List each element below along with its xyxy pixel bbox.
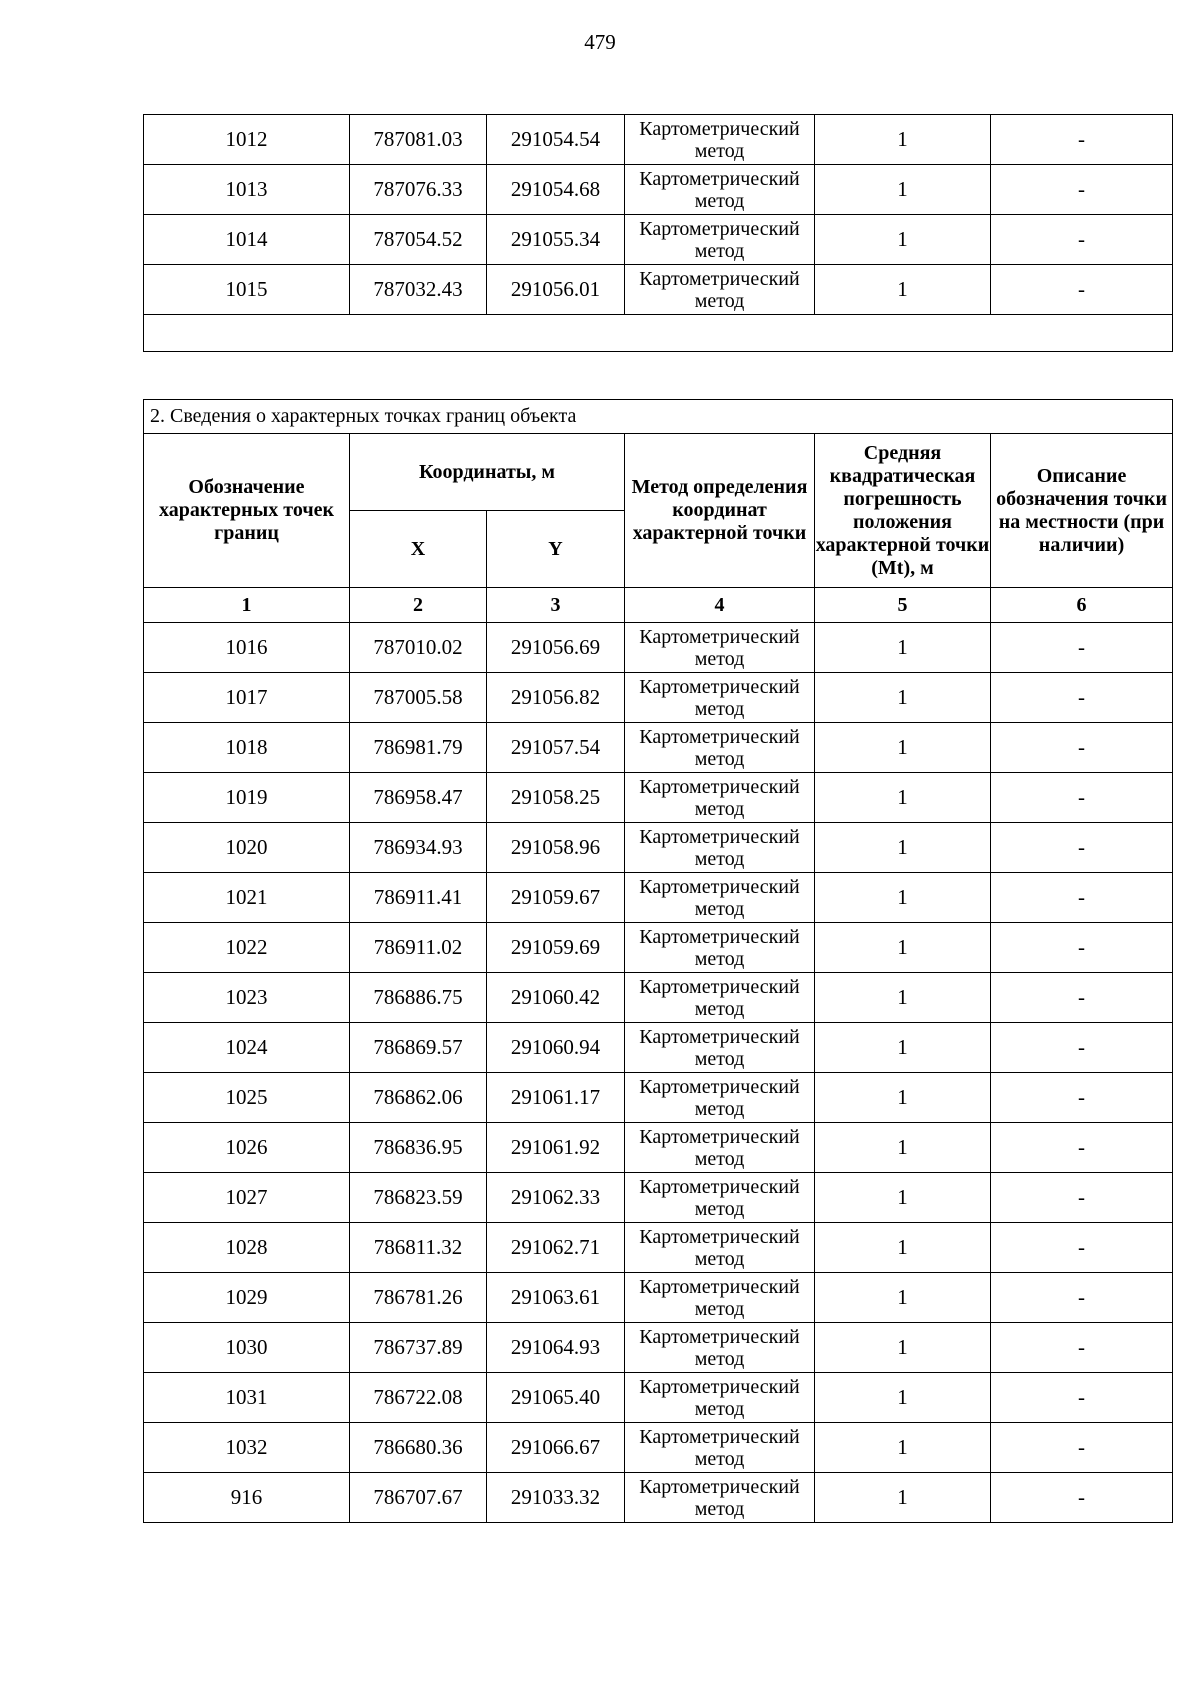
y-coordinate-cell: 291055.34: [487, 215, 625, 265]
column-number: 6: [991, 588, 1173, 623]
error-cell: 1: [815, 673, 991, 723]
point-id-cell: 1021: [144, 873, 350, 923]
description-cell: -: [991, 773, 1173, 823]
y-coordinate-cell: 291065.40: [487, 1373, 625, 1423]
table-row: [144, 873, 1173, 923]
method-cell: [625, 1123, 815, 1173]
method-line-1: Картометрический: [639, 625, 800, 648]
method-line-1: Картометрический: [639, 1225, 800, 1248]
method-line-1: Картометрический: [639, 117, 800, 140]
method-line-1: Картометрический: [639, 1425, 800, 1448]
method-line-2: метод: [694, 1247, 745, 1270]
method-line-2: метод: [694, 747, 745, 770]
method-cell: [625, 673, 815, 723]
header-designation: Обозначение характерных точек границ: [144, 434, 350, 588]
point-id-cell: 1019: [144, 773, 350, 823]
description-cell: -: [991, 623, 1173, 673]
method-line-2: метод: [694, 189, 745, 212]
method-line-1: Картометрический: [639, 267, 800, 290]
y-coordinate-cell: 291033.32: [487, 1473, 625, 1523]
table-row: [144, 1223, 1173, 1273]
error-cell: 1: [815, 1173, 991, 1223]
method-line-1: Картометрический: [639, 975, 800, 998]
method-line-2: метод: [694, 647, 745, 670]
method-cell: [625, 1223, 815, 1273]
table-row: [144, 1023, 1173, 1073]
method-cell: [625, 823, 815, 873]
table-row: [144, 1323, 1173, 1373]
method-line-1: Картометрический: [639, 1025, 800, 1048]
description-cell: -: [991, 823, 1173, 873]
x-coordinate-cell: 787054.52: [350, 215, 487, 265]
page-number: 479: [584, 30, 616, 54]
method-line-2: метод: [694, 897, 745, 920]
method-cell: [625, 973, 815, 1023]
error-cell: 1: [815, 1223, 991, 1273]
column-number-row: [144, 588, 1173, 623]
table-row: [144, 265, 1173, 315]
header-method: Метод определения координат характерной точки: [625, 434, 815, 588]
y-coordinate-cell: 291064.93: [487, 1323, 625, 1373]
point-id-cell: 1025: [144, 1073, 350, 1123]
x-coordinate-cell: 786811.32: [350, 1223, 487, 1273]
column-number: 5: [815, 588, 991, 623]
method-line-2: метод: [694, 239, 745, 262]
method-cell: [625, 115, 815, 165]
method-line-1: Картометрический: [639, 1275, 800, 1298]
point-id-cell: 1024: [144, 1023, 350, 1073]
method-line-1: Картометрический: [639, 167, 800, 190]
error-cell: 1: [815, 1023, 991, 1073]
header-description: Описание обозначения точки на местности (при наличии): [991, 434, 1173, 588]
error-cell: 1: [815, 823, 991, 873]
method-line-2: метод: [694, 1347, 745, 1370]
description-cell: -: [991, 1123, 1173, 1173]
table-row: [144, 673, 1173, 723]
point-id-cell: 1030: [144, 1323, 350, 1373]
method-line-2: метод: [694, 1147, 745, 1170]
table-row: [144, 1073, 1173, 1123]
method-line-2: метод: [694, 1197, 745, 1220]
x-coordinate-cell: 786958.47: [350, 773, 487, 823]
description-cell: -: [991, 1173, 1173, 1223]
table-row: [144, 1373, 1173, 1423]
error-cell: 1: [815, 165, 991, 215]
error-cell: 1: [815, 1273, 991, 1323]
point-id-cell: 916: [144, 1473, 350, 1523]
x-coordinate-cell: 787076.33: [350, 165, 487, 215]
empty-row: [144, 315, 1173, 352]
column-number: 2: [350, 588, 487, 623]
error-cell: 1: [815, 215, 991, 265]
y-coordinate-cell: 291058.96: [487, 823, 625, 873]
header-y: Y: [487, 511, 625, 588]
method-line-1: Картометрический: [639, 1475, 800, 1498]
header-error: Средняя квадратическая погрешность положения характерной точки (Mt), м: [815, 434, 991, 588]
table-row: [144, 1423, 1173, 1473]
x-coordinate-cell: 787032.43: [350, 265, 487, 315]
method-cell: [625, 923, 815, 973]
y-coordinate-cell: 291056.69: [487, 623, 625, 673]
method-line-1: Картометрический: [639, 675, 800, 698]
point-id-cell: 1017: [144, 673, 350, 723]
error-cell: 1: [815, 723, 991, 773]
method-line-1: Картометрический: [639, 875, 800, 898]
description-cell: -: [991, 115, 1173, 165]
method-cell: [625, 723, 815, 773]
description-cell: -: [991, 1423, 1173, 1473]
table-row: [144, 723, 1173, 773]
error-cell: 1: [815, 1073, 991, 1123]
point-id-cell: 1027: [144, 1173, 350, 1223]
description-cell: -: [991, 265, 1173, 315]
description-cell: -: [991, 923, 1173, 973]
method-cell: [625, 1273, 815, 1323]
method-cell: [625, 1423, 815, 1473]
y-coordinate-cell: 291054.54: [487, 115, 625, 165]
points-table-continued-body: [144, 115, 1173, 315]
table-row: [144, 623, 1173, 673]
x-coordinate-cell: 786680.36: [350, 1423, 487, 1473]
error-cell: 1: [815, 973, 991, 1023]
method-line-2: метод: [694, 1497, 745, 1520]
x-coordinate-cell: 786911.02: [350, 923, 487, 973]
method-line-1: Картометрический: [639, 217, 800, 240]
method-cell: [625, 265, 815, 315]
description-cell: -: [991, 1373, 1173, 1423]
error-cell: 1: [815, 1323, 991, 1373]
method-line-1: Картометрический: [639, 925, 800, 948]
point-id-cell: 1013: [144, 165, 350, 215]
table-row: [144, 1123, 1173, 1173]
table-row: [144, 1473, 1173, 1523]
column-number: 1: [144, 588, 350, 623]
method-line-1: Картометрический: [639, 1125, 800, 1148]
table-row: [144, 1273, 1173, 1323]
x-coordinate-cell: 786836.95: [350, 1123, 487, 1173]
table-row: [144, 973, 1173, 1023]
point-id-cell: 1022: [144, 923, 350, 973]
point-id-cell: 1026: [144, 1123, 350, 1173]
method-line-2: метод: [694, 1047, 745, 1070]
description-cell: -: [991, 165, 1173, 215]
y-coordinate-cell: 291066.67: [487, 1423, 625, 1473]
description-cell: -: [991, 1223, 1173, 1273]
boundary-points-table: [143, 399, 1173, 1523]
method-line-1: Картометрический: [639, 825, 800, 848]
error-cell: 1: [815, 1473, 991, 1523]
column-number: 4: [625, 588, 815, 623]
error-cell: 1: [815, 873, 991, 923]
y-coordinate-cell: 291063.61: [487, 1273, 625, 1323]
method-cell: [625, 1073, 815, 1123]
x-coordinate-cell: 786934.93: [350, 823, 487, 873]
x-coordinate-cell: 786722.08: [350, 1373, 487, 1423]
method-cell: [625, 215, 815, 265]
description-cell: -: [991, 1473, 1173, 1523]
description-cell: -: [991, 1273, 1173, 1323]
point-id-cell: 1032: [144, 1423, 350, 1473]
table-row: [144, 115, 1173, 165]
x-coordinate-cell: 786981.79: [350, 723, 487, 773]
y-coordinate-cell: 291062.71: [487, 1223, 625, 1273]
x-coordinate-cell: 786707.67: [350, 1473, 487, 1523]
error-cell: 1: [815, 1373, 991, 1423]
point-id-cell: 1031: [144, 1373, 350, 1423]
x-coordinate-cell: 787081.03: [350, 115, 487, 165]
point-id-cell: 1014: [144, 215, 350, 265]
method-line-2: метод: [694, 997, 745, 1020]
method-cell: [625, 1023, 815, 1073]
y-coordinate-cell: 291062.33: [487, 1173, 625, 1223]
error-cell: 1: [815, 623, 991, 673]
y-coordinate-cell: 291059.69: [487, 923, 625, 973]
method-cell: [625, 773, 815, 823]
method-cell: [625, 623, 815, 673]
point-id-cell: 1016: [144, 623, 350, 673]
point-id-cell: 1012: [144, 115, 350, 165]
description-cell: -: [991, 973, 1173, 1023]
point-id-cell: 1018: [144, 723, 350, 773]
point-id-cell: 1020: [144, 823, 350, 873]
x-coordinate-cell: 786886.75: [350, 973, 487, 1023]
y-coordinate-cell: 291057.54: [487, 723, 625, 773]
y-coordinate-cell: 291061.92: [487, 1123, 625, 1173]
method-cell: [625, 1173, 815, 1223]
y-coordinate-cell: 291056.01: [487, 265, 625, 315]
method-cell: [625, 1373, 815, 1423]
table-row: [144, 823, 1173, 873]
y-coordinate-cell: 291056.82: [487, 673, 625, 723]
y-coordinate-cell: 291058.25: [487, 773, 625, 823]
method-line-1: Картометрический: [639, 775, 800, 798]
description-cell: -: [991, 1023, 1173, 1073]
method-line-1: Картометрический: [639, 1175, 800, 1198]
error-cell: 1: [815, 1423, 991, 1473]
method-line-2: метод: [694, 947, 745, 970]
table-row: [144, 1173, 1173, 1223]
table-row: [144, 923, 1173, 973]
header-x: X: [350, 511, 487, 588]
y-coordinate-cell: 291060.94: [487, 1023, 625, 1073]
error-cell: 1: [815, 773, 991, 823]
x-coordinate-cell: 787010.02: [350, 623, 487, 673]
y-coordinate-cell: 291060.42: [487, 973, 625, 1023]
boundary-points-table-body: [144, 623, 1173, 1523]
description-cell: -: [991, 723, 1173, 773]
x-coordinate-cell: 786781.26: [350, 1273, 487, 1323]
error-cell: 1: [815, 265, 991, 315]
method-line-1: Картометрический: [639, 1325, 800, 1348]
method-line-2: метод: [694, 1447, 745, 1470]
method-line-2: метод: [694, 1297, 745, 1320]
method-line-2: метод: [694, 139, 745, 162]
column-number: 3: [487, 588, 625, 623]
table-row: [144, 165, 1173, 215]
x-coordinate-cell: 786862.06: [350, 1073, 487, 1123]
point-id-cell: 1015: [144, 265, 350, 315]
y-coordinate-cell: 291054.68: [487, 165, 625, 215]
x-coordinate-cell: 787005.58: [350, 673, 487, 723]
method-line-1: Картометрический: [639, 1375, 800, 1398]
method-line-2: метод: [694, 847, 745, 870]
error-cell: 1: [815, 1123, 991, 1173]
x-coordinate-cell: 786911.41: [350, 873, 487, 923]
point-id-cell: 1023: [144, 973, 350, 1023]
method-line-1: Картометрический: [639, 725, 800, 748]
points-table-continued: [143, 114, 1173, 352]
method-line-2: метод: [694, 697, 745, 720]
y-coordinate-cell: 291061.17: [487, 1073, 625, 1123]
y-coordinate-cell: 291059.67: [487, 873, 625, 923]
error-cell: 1: [815, 115, 991, 165]
x-coordinate-cell: 786869.57: [350, 1023, 487, 1073]
method-cell: [625, 1323, 815, 1373]
x-coordinate-cell: 786737.89: [350, 1323, 487, 1373]
description-cell: -: [991, 1073, 1173, 1123]
method-line-2: метод: [694, 1097, 745, 1120]
table-title: 2. Сведения о характерных точках границ объекта: [144, 400, 1173, 434]
method-line-2: метод: [694, 289, 745, 312]
method-cell: [625, 1473, 815, 1523]
table-row: [144, 773, 1173, 823]
table-header: [144, 400, 1173, 623]
description-cell: -: [991, 215, 1173, 265]
method-cell: [625, 165, 815, 215]
description-cell: -: [991, 673, 1173, 723]
method-line-1: Картометрический: [639, 1075, 800, 1098]
header-coordinates: Координаты, м: [350, 434, 625, 511]
error-cell: 1: [815, 923, 991, 973]
description-cell: -: [991, 873, 1173, 923]
table-row: [144, 215, 1173, 265]
method-line-2: метод: [694, 1397, 745, 1420]
description-cell: -: [991, 1323, 1173, 1373]
method-line-2: метод: [694, 797, 745, 820]
method-cell: [625, 873, 815, 923]
x-coordinate-cell: 786823.59: [350, 1173, 487, 1223]
point-id-cell: 1029: [144, 1273, 350, 1323]
point-id-cell: 1028: [144, 1223, 350, 1273]
